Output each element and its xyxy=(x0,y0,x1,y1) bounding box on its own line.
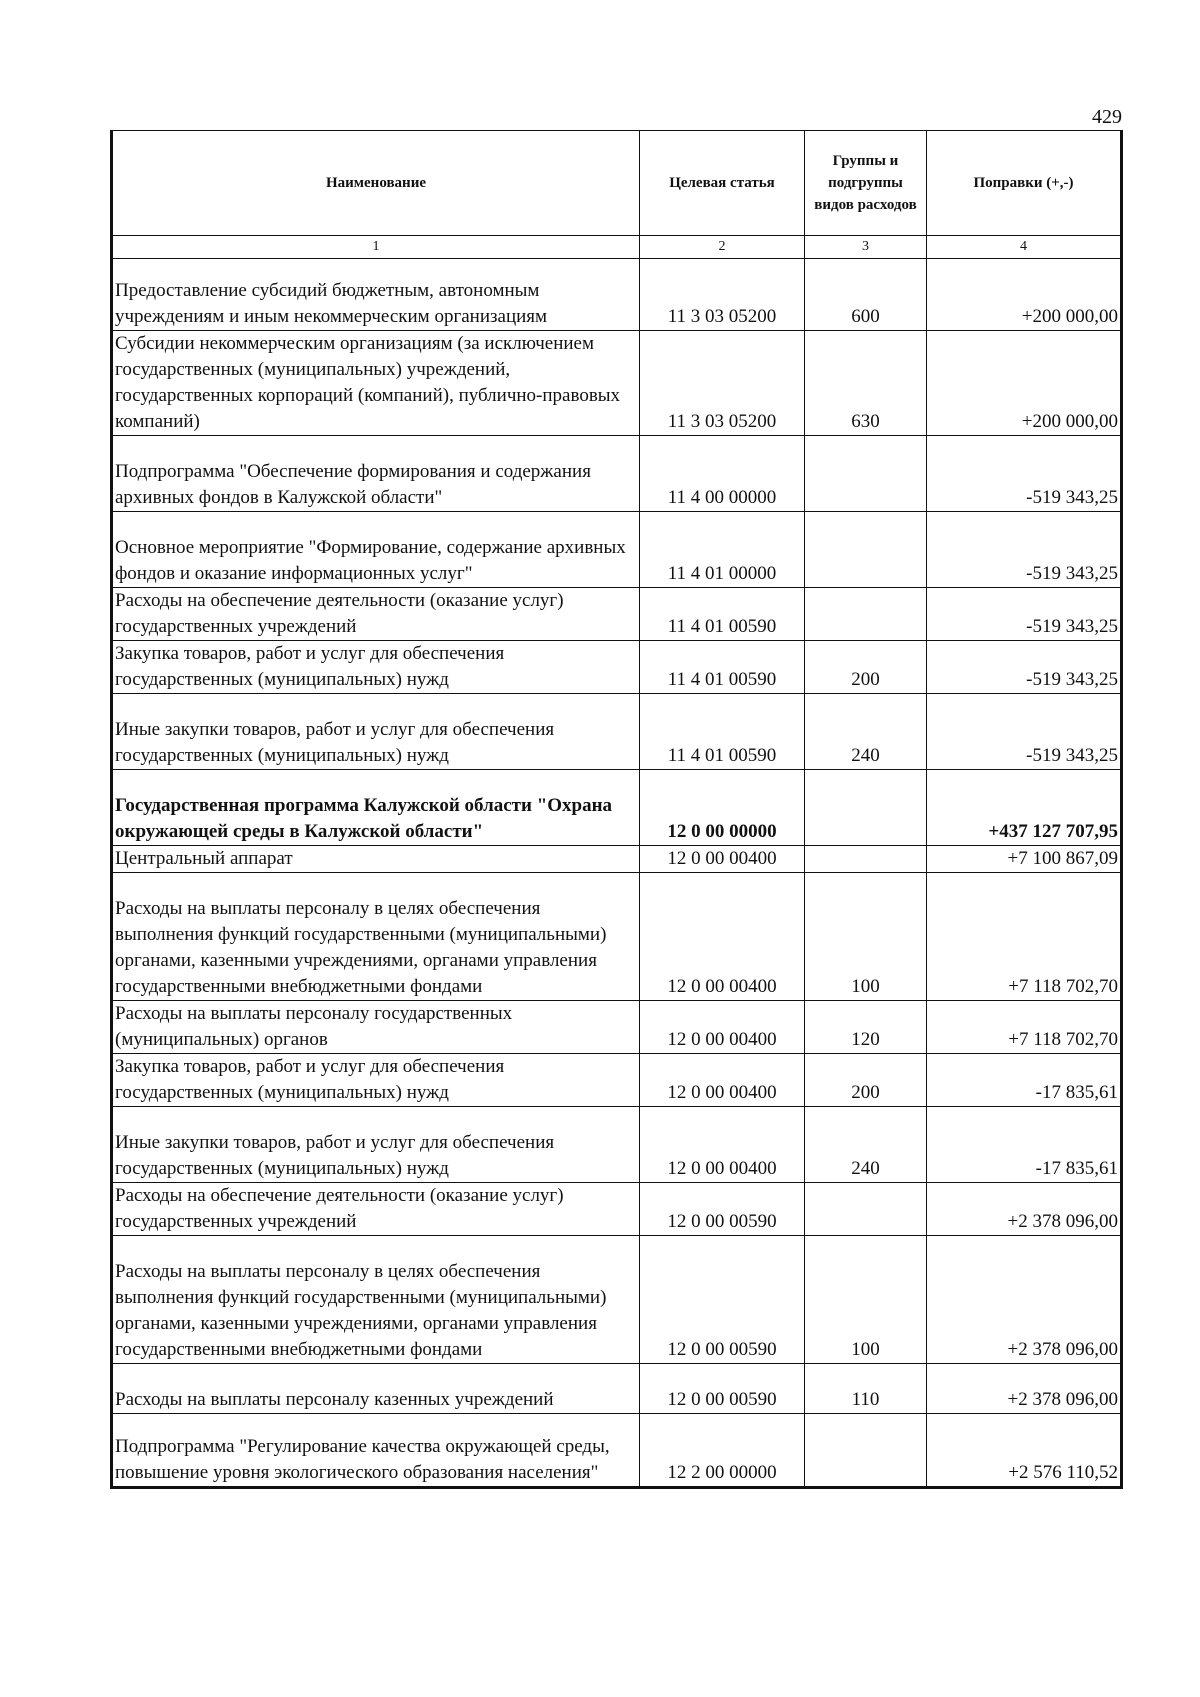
budget-sheet xyxy=(110,130,1120,1489)
row-name: Основное мероприятие "Формирование, содержание архивных фондов и оказание информационных услуг" xyxy=(112,512,640,588)
row-expense-type: 630 xyxy=(805,331,927,436)
table-body xyxy=(112,259,1122,1488)
row-amendment-amount: -519 343,25 xyxy=(927,436,1122,512)
row-target-article: 12 0 00 00400 xyxy=(640,873,805,1001)
row-name: Подпрограмма "Регулирование качества окружающей среды, повышение уровня экологического образования населения" xyxy=(112,1414,640,1488)
table-row xyxy=(112,436,1122,512)
header-target-article: Целевая статья xyxy=(640,131,805,236)
row-name: Субсидии некоммерческим организациям (за исключением государственных (муниципальных) учреждений, государственных корпораций (компаний), публично-правовых компаний) xyxy=(112,331,640,436)
row-name: Предоставление субсидий бюджетным, автономным учреждениям и иным некоммерческим организациям xyxy=(112,259,640,331)
table-row xyxy=(112,588,1122,641)
row-expense-type: 600 xyxy=(805,259,927,331)
row-expense-type xyxy=(805,588,927,641)
row-name: Расходы на обеспечение деятельности (оказание услуг) государственных учреждений xyxy=(112,1183,640,1236)
row-name: Расходы на выплаты персоналу казенных учреждений xyxy=(112,1364,640,1414)
column-number: 1 xyxy=(112,236,640,259)
row-name: Расходы на обеспечение деятельности (оказание услуг) государственных учреждений xyxy=(112,588,640,641)
row-expense-type xyxy=(805,770,927,846)
row-name: Закупка товаров, работ и услуг для обеспечения государственных (муниципальных) нужд xyxy=(112,1054,640,1107)
row-target-article: 11 3 03 05200 xyxy=(640,259,805,331)
row-expense-type: 240 xyxy=(805,1107,927,1183)
row-target-article: 12 0 00 00400 xyxy=(640,1107,805,1183)
column-number-row xyxy=(112,236,1122,259)
row-name: Расходы на выплаты персоналу в целях обеспечения выполнения функций государственными (муниципальными) органами, казенными учреждениями, органами управления государственными внебюджетными фондами xyxy=(112,1236,640,1364)
row-target-article: 12 0 00 00590 xyxy=(640,1364,805,1414)
row-name: Подпрограмма "Обеспечение формирования и содержания архивных фондов в Калужской области" xyxy=(112,436,640,512)
row-expense-type: 120 xyxy=(805,1001,927,1054)
row-target-article: 12 0 00 00400 xyxy=(640,1054,805,1107)
row-amendment-amount: +7 118 702,70 xyxy=(927,873,1122,1001)
row-target-article: 11 4 01 00000 xyxy=(640,512,805,588)
row-amendment-amount: +2 378 096,00 xyxy=(927,1364,1122,1414)
row-expense-type: 100 xyxy=(805,1236,927,1364)
table-row xyxy=(112,1236,1122,1364)
row-name: Расходы на выплаты персоналу государственных (муниципальных) органов xyxy=(112,1001,640,1054)
row-target-article: 12 0 00 00000 xyxy=(640,770,805,846)
column-number: 4 xyxy=(927,236,1122,259)
row-name: Иные закупки товаров, работ и услуг для обеспечения государственных (муниципальных) нужд xyxy=(112,694,640,770)
row-target-article: 12 0 00 00400 xyxy=(640,1001,805,1054)
page-number: 429 xyxy=(1092,106,1122,128)
row-name: Иные закупки товаров, работ и услуг для обеспечения государственных (муниципальных) нужд xyxy=(112,1107,640,1183)
row-target-article: 12 2 00 00000 xyxy=(640,1414,805,1488)
table-row xyxy=(112,259,1122,331)
row-amendment-amount: -519 343,25 xyxy=(927,641,1122,694)
row-target-article: 12 0 00 00590 xyxy=(640,1183,805,1236)
table-row xyxy=(112,846,1122,873)
row-expense-type: 200 xyxy=(805,641,927,694)
row-expense-type xyxy=(805,512,927,588)
row-amendment-amount: -17 835,61 xyxy=(927,1054,1122,1107)
row-target-article: 12 0 00 00590 xyxy=(640,1236,805,1364)
row-name: Центральный аппарат xyxy=(112,846,640,873)
table-row xyxy=(112,1001,1122,1054)
table-row xyxy=(112,331,1122,436)
row-amendment-amount: +200 000,00 xyxy=(927,259,1122,331)
table-row xyxy=(112,512,1122,588)
table-row xyxy=(112,1054,1122,1107)
table-row xyxy=(112,1183,1122,1236)
row-expense-type: 110 xyxy=(805,1364,927,1414)
row-expense-type: 100 xyxy=(805,873,927,1001)
row-amendment-amount: -519 343,25 xyxy=(927,694,1122,770)
row-amendment-amount: +7 100 867,09 xyxy=(927,846,1122,873)
row-amendment-amount: -519 343,25 xyxy=(927,588,1122,641)
table-row xyxy=(112,1414,1122,1488)
table-row xyxy=(112,1107,1122,1183)
row-name: Государственная программа Калужской области "Охрана окружающей среды в Калужской области" xyxy=(112,770,640,846)
row-amendment-amount: -17 835,61 xyxy=(927,1107,1122,1183)
row-amendment-amount: +437 127 707,95 xyxy=(927,770,1122,846)
row-expense-type xyxy=(805,1414,927,1488)
budget-table xyxy=(110,130,1123,1489)
row-amendment-amount: +2 378 096,00 xyxy=(927,1236,1122,1364)
row-amendment-amount: +2 378 096,00 xyxy=(927,1183,1122,1236)
table-row xyxy=(112,873,1122,1001)
row-target-article: 11 3 03 05200 xyxy=(640,331,805,436)
row-expense-type xyxy=(805,436,927,512)
table-row xyxy=(112,694,1122,770)
table-row xyxy=(112,1364,1122,1414)
column-number: 2 xyxy=(640,236,805,259)
header-expense-groups: Группы и подгруппы видов расходов xyxy=(805,131,927,236)
header-amendments: Поправки (+,-) xyxy=(927,131,1122,236)
row-target-article: 11 4 01 00590 xyxy=(640,588,805,641)
row-amendment-amount: +200 000,00 xyxy=(927,331,1122,436)
table-header-row xyxy=(112,131,1122,236)
table-row xyxy=(112,641,1122,694)
row-target-article: 11 4 01 00590 xyxy=(640,641,805,694)
row-amendment-amount: +7 118 702,70 xyxy=(927,1001,1122,1054)
row-amendment-amount: -519 343,25 xyxy=(927,512,1122,588)
row-expense-type: 240 xyxy=(805,694,927,770)
row-target-article: 11 4 01 00590 xyxy=(640,694,805,770)
row-expense-type xyxy=(805,1183,927,1236)
row-expense-type xyxy=(805,846,927,873)
column-number: 3 xyxy=(805,236,927,259)
row-target-article: 12 0 00 00400 xyxy=(640,846,805,873)
header-name: Наименование xyxy=(112,131,640,236)
row-expense-type: 200 xyxy=(805,1054,927,1107)
row-name: Закупка товаров, работ и услуг для обеспечения государственных (муниципальных) нужд xyxy=(112,641,640,694)
table-row xyxy=(112,770,1122,846)
row-amendment-amount: +2 576 110,52 xyxy=(927,1414,1122,1488)
row-target-article: 11 4 00 00000 xyxy=(640,436,805,512)
row-name: Расходы на выплаты персоналу в целях обеспечения выполнения функций государственными (муниципальными) органами, казенными учреждениями, органами управления государственными внебюджетными фондами xyxy=(112,873,640,1001)
